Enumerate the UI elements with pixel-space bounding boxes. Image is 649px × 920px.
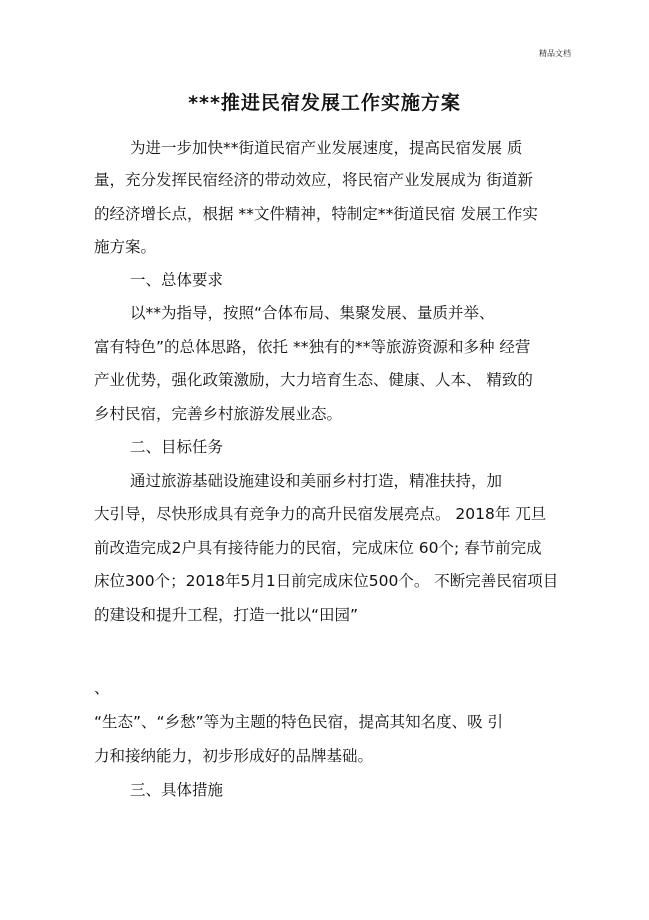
- paragraph-line: 量，充分发挥民宿经济的带动效应，将民宿产业发展成为 街道新: [94, 171, 533, 189]
- header-tag: 精品文档: [539, 49, 571, 58]
- paragraph-line: 床位300个；2018年5月1日前完成床位500个。 不断完善民宿项目: [94, 572, 559, 590]
- document-title: ***推进民宿发展工作实施方案: [188, 92, 461, 114]
- paragraph-line: “生态”、“乡愁”等为主题的特色民宿，提高其知名度、吸 引: [94, 713, 504, 731]
- section-heading: 三、具体措施: [130, 781, 224, 799]
- paragraph-line: 大引导，尽快形成具有竞争力的高升民宿发展亮点。 2018年 兀旦: [94, 505, 547, 523]
- paragraph-line: 以**为指导，按照“合体布局、集聚发展、量质并举、: [130, 304, 495, 322]
- paragraph-line: 力和接纳能力，初步形成好的品牌基础。: [94, 747, 374, 765]
- paragraph-line: 的建设和提升工程，打造一批以“田园”: [94, 606, 359, 624]
- paragraph-line: 乡村民宿，完善乡村旅游发展业态。: [94, 405, 343, 423]
- paragraph-line: 富有特色”的总体思路，依托 **独有的**等旅游资源和多种 经营: [94, 338, 531, 356]
- paragraph-line: 前改造完成2户具有接待能力的民宿，完成床位 60个; 春节前完成: [94, 539, 542, 557]
- paragraph-line: 产业优势，强化政策激励，大力培育生态、健康、人本、 精致的: [94, 371, 533, 389]
- paragraph-line: 、: [94, 679, 110, 697]
- paragraph-line: 的经济增长点，根据 **文件精神，特制定**街道民宿 发展工作实: [94, 205, 538, 223]
- paragraph-line: 为进一步加快**街道民宿产业发展速度，提高民宿发展 质: [130, 139, 523, 157]
- section-heading: 二、目标任务: [130, 438, 224, 456]
- paragraph-line: 通过旅游基础设施建设和美丽乡村打造，精准扶持，加: [130, 472, 503, 490]
- section-heading: 一、总体要求: [130, 271, 224, 289]
- paragraph-line: 施方案。: [94, 238, 157, 256]
